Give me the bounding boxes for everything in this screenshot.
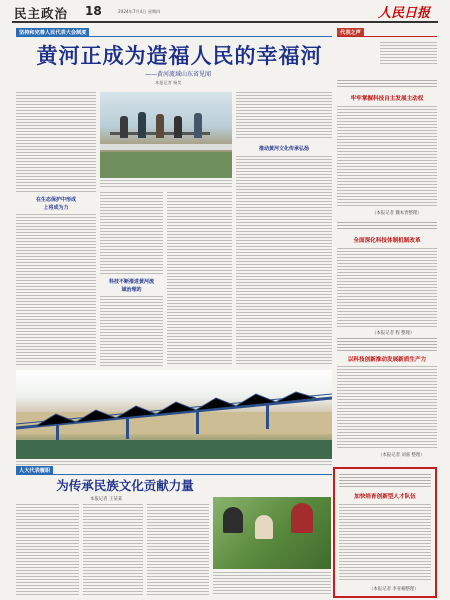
feature-body-col-1a	[16, 92, 96, 192]
feature-photo-caption	[100, 180, 232, 188]
sidebar-item-3-lead	[337, 338, 437, 352]
sidebar-item-4-credit: （本报记者 李亚楠整理）	[369, 587, 419, 592]
bottom-photo-caption	[213, 572, 331, 596]
feature-subtitle: ——黄河流域山东省见闻	[145, 71, 212, 78]
bottom-feature-photo	[213, 497, 331, 569]
date-line: 2024年7月4日 星期四	[118, 9, 161, 14]
paper-logo: 人民日报	[378, 6, 431, 21]
feature-subhead-mid-1: 科技不断推进黄河流	[108, 279, 154, 285]
feature-column-tag: 坚持和完善人民代表大会制度	[16, 28, 89, 37]
bottom-byline: 本报记者 王某某	[90, 497, 123, 502]
sidebar-item-4-lead	[339, 474, 431, 488]
feature-body-col-2a	[100, 192, 163, 274]
feature-byline: 本报记者 杨昊	[155, 80, 182, 85]
sidebar-item-2-headline: 全面深化科技体制机制改革	[353, 238, 421, 244]
feature-body-col-1b	[16, 214, 96, 366]
sidebar-item-4-headline: 加快培育创新型人才队伍	[354, 494, 416, 500]
feature-body-col-3	[167, 192, 232, 366]
feature-headline: 黄河正成为造福人民的幸福河	[36, 43, 323, 68]
feature-subhead-mid-2: 域治理的	[121, 287, 142, 293]
header-rule	[12, 21, 438, 23]
bottom-body-col-2	[83, 504, 143, 596]
bottom-body-col-1	[16, 504, 79, 596]
sidebar-item-2-lead	[337, 222, 437, 230]
bottom-headline: 为传承民族文化贡献力量	[56, 478, 194, 493]
sidebar-item-3-body	[337, 366, 437, 448]
sidebar-item-1-headline: 牢牢掌握科技自主发展主动权	[350, 96, 424, 102]
sidebar-item-1-body	[337, 106, 437, 206]
feature-body-col-2b	[100, 296, 163, 366]
sidebar-item-1-credit: （本报记者 魏本贵整理）	[372, 211, 422, 216]
sidebar-item-2-body	[337, 248, 437, 328]
sidebar-item-2-credit: （本报记者 程 整理）	[372, 331, 415, 336]
sidebar-tag-rule	[337, 36, 437, 37]
feature-subhead-left-1: 在生态保护中形成	[35, 197, 76, 203]
feature-subhead-left-2: 上将成为力	[43, 205, 69, 211]
bridge-photo-caption	[16, 461, 332, 465]
sidebar-item-3-headline: 以科技创新推动发展新质生产力	[347, 357, 427, 363]
section-name: 民主政治	[14, 6, 69, 21]
feature-subhead-right-1: 推动黄河文化传承弘扬	[258, 146, 309, 152]
highlighted-sidebar-item	[333, 467, 437, 598]
feature-photo-top	[100, 92, 232, 178]
bottom-body-col-3	[147, 504, 209, 596]
sidebar-tag: 代表之声	[337, 28, 364, 37]
bottom-column-tag: 人大代表履职	[16, 466, 53, 475]
feature-body-col-4b	[236, 156, 332, 366]
feature-body-col-4a	[236, 92, 332, 140]
bottom-tag-rule	[16, 474, 332, 475]
yellow-river-bridge-photo	[16, 370, 332, 459]
sidebar-intro	[380, 42, 437, 64]
masthead-bar	[0, 0, 450, 22]
page-number: 18	[85, 4, 102, 18]
feature-tag-rule	[16, 36, 332, 37]
sidebar-item-3-credit: （本报记者 刘嘉 整理）	[378, 453, 425, 458]
sidebar-item-4-body	[339, 504, 431, 582]
sidebar-item-1-lead	[337, 80, 437, 88]
